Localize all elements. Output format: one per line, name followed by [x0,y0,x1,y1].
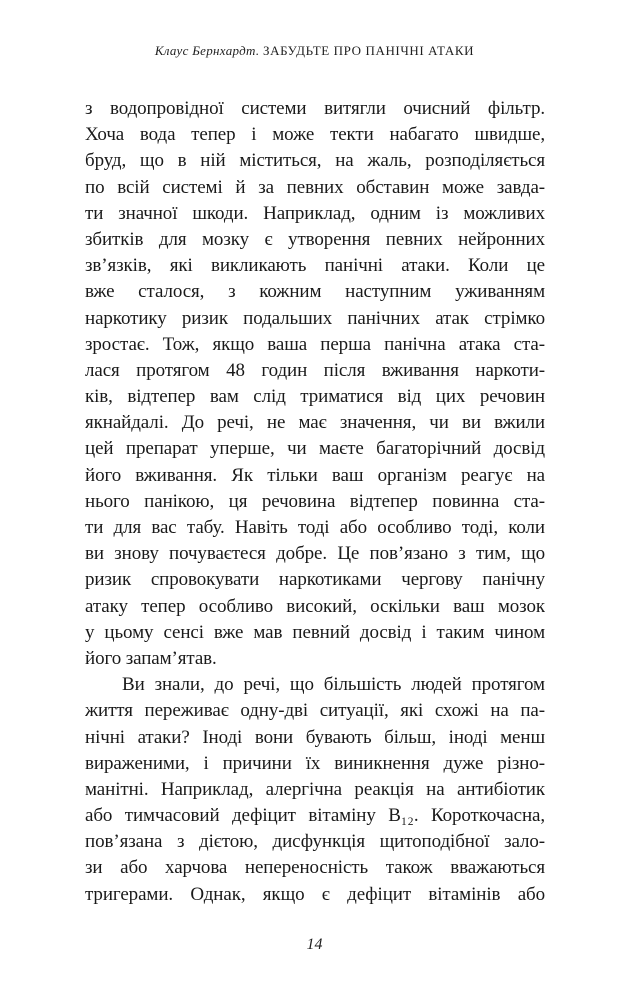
text-line: тригерами. Однак, якщо є дефіцит вітамінів або [85,883,545,905]
text-line: Ви знали, до речі, що більшість людей протягом [122,674,545,696]
page-text [85,96,545,908]
text-line: Хоча вода тепер і може текти набагато швидше, [85,124,545,146]
book-title: ЗАБУДЬТЕ ПРО ПАНІЧНІ АТАКИ [262,43,475,58]
paragraph [85,96,545,672]
text-line: вже сталося, з кожним наступним уживанням [85,281,545,303]
author-name: Клаус Бернхардт. [154,43,260,58]
text-line: ків, відтепер вам слід триматися від цих речовин [85,386,545,408]
text-line: наркотику ризик подальших панічних атак стрімко [85,307,545,329]
text-line: бруд, що в ній міститься, на жаль, розподіляється [85,150,545,172]
page-number: 14 [306,936,323,953]
text-line: ризик спровокувати наркотиками чергову панічну [85,569,545,591]
text-line: або тимчасовий дефіцит вітаміну B₁₂. Короткочасна, [85,805,545,827]
text-line: ти значної шкоди. Наприклад, одним із можливих [85,202,545,224]
text-line: вираженими, і причини їх виникнення дуже різно- [85,752,545,774]
text-line: якнайдалі. До речі, не має значення, чи ви вжили [85,412,545,434]
text-line: манітні. Наприклад, алергічна реакція на антибіотик [85,778,545,800]
text-line: з водопровідної системи витягли очисний фільтр. [85,98,545,119]
text-line: збитків для мозку є утворення певних нейронних [85,228,545,250]
text-line: життя переживає одну-дві ситуації, які схожі на па- [85,700,545,722]
text-line: ти для вас табу. Навіть тоді або особливо тоді, коли [85,517,545,538]
text-line: його вживання. Як тільки ваш організм реагує на [85,464,545,486]
text-line: нього панікою, ця речовина відтепер повинна ста- [85,490,545,512]
text-line: атаку тепер особливо високий, оскільки ваш мозок [85,595,545,617]
text-line: зростає. Тож, якщо ваша перша панічна атака ста- [85,333,545,355]
text-line: по всій системі й за певних обставин може завда- [85,176,545,198]
text-line: у цьому сенсі вже мав певний досвід і таким чином [85,621,545,643]
text-line: зи або харчова непереносність також вважаються [85,857,545,879]
paragraph [85,672,545,908]
running-header [0,43,629,59]
text-line: цей препарат уперше, чи маєте багаторічний досвід [85,438,545,460]
text-line: його запам’ятав. [85,647,217,669]
text-line: ви знову почуваєтеся добре. Це пов’язано з тим, що [85,543,545,565]
text-line: нічні атаки? Іноді вони бувають більш, іноді менш [85,726,545,748]
text-line: пов’язана з дієтою, дисфункція щитоподібної зало- [85,831,545,853]
text-line: лася протягом 48 годин після вживання наркоти- [85,359,545,381]
text-line: зв’язків, які викликають панічні атаки. Коли це [85,255,545,277]
